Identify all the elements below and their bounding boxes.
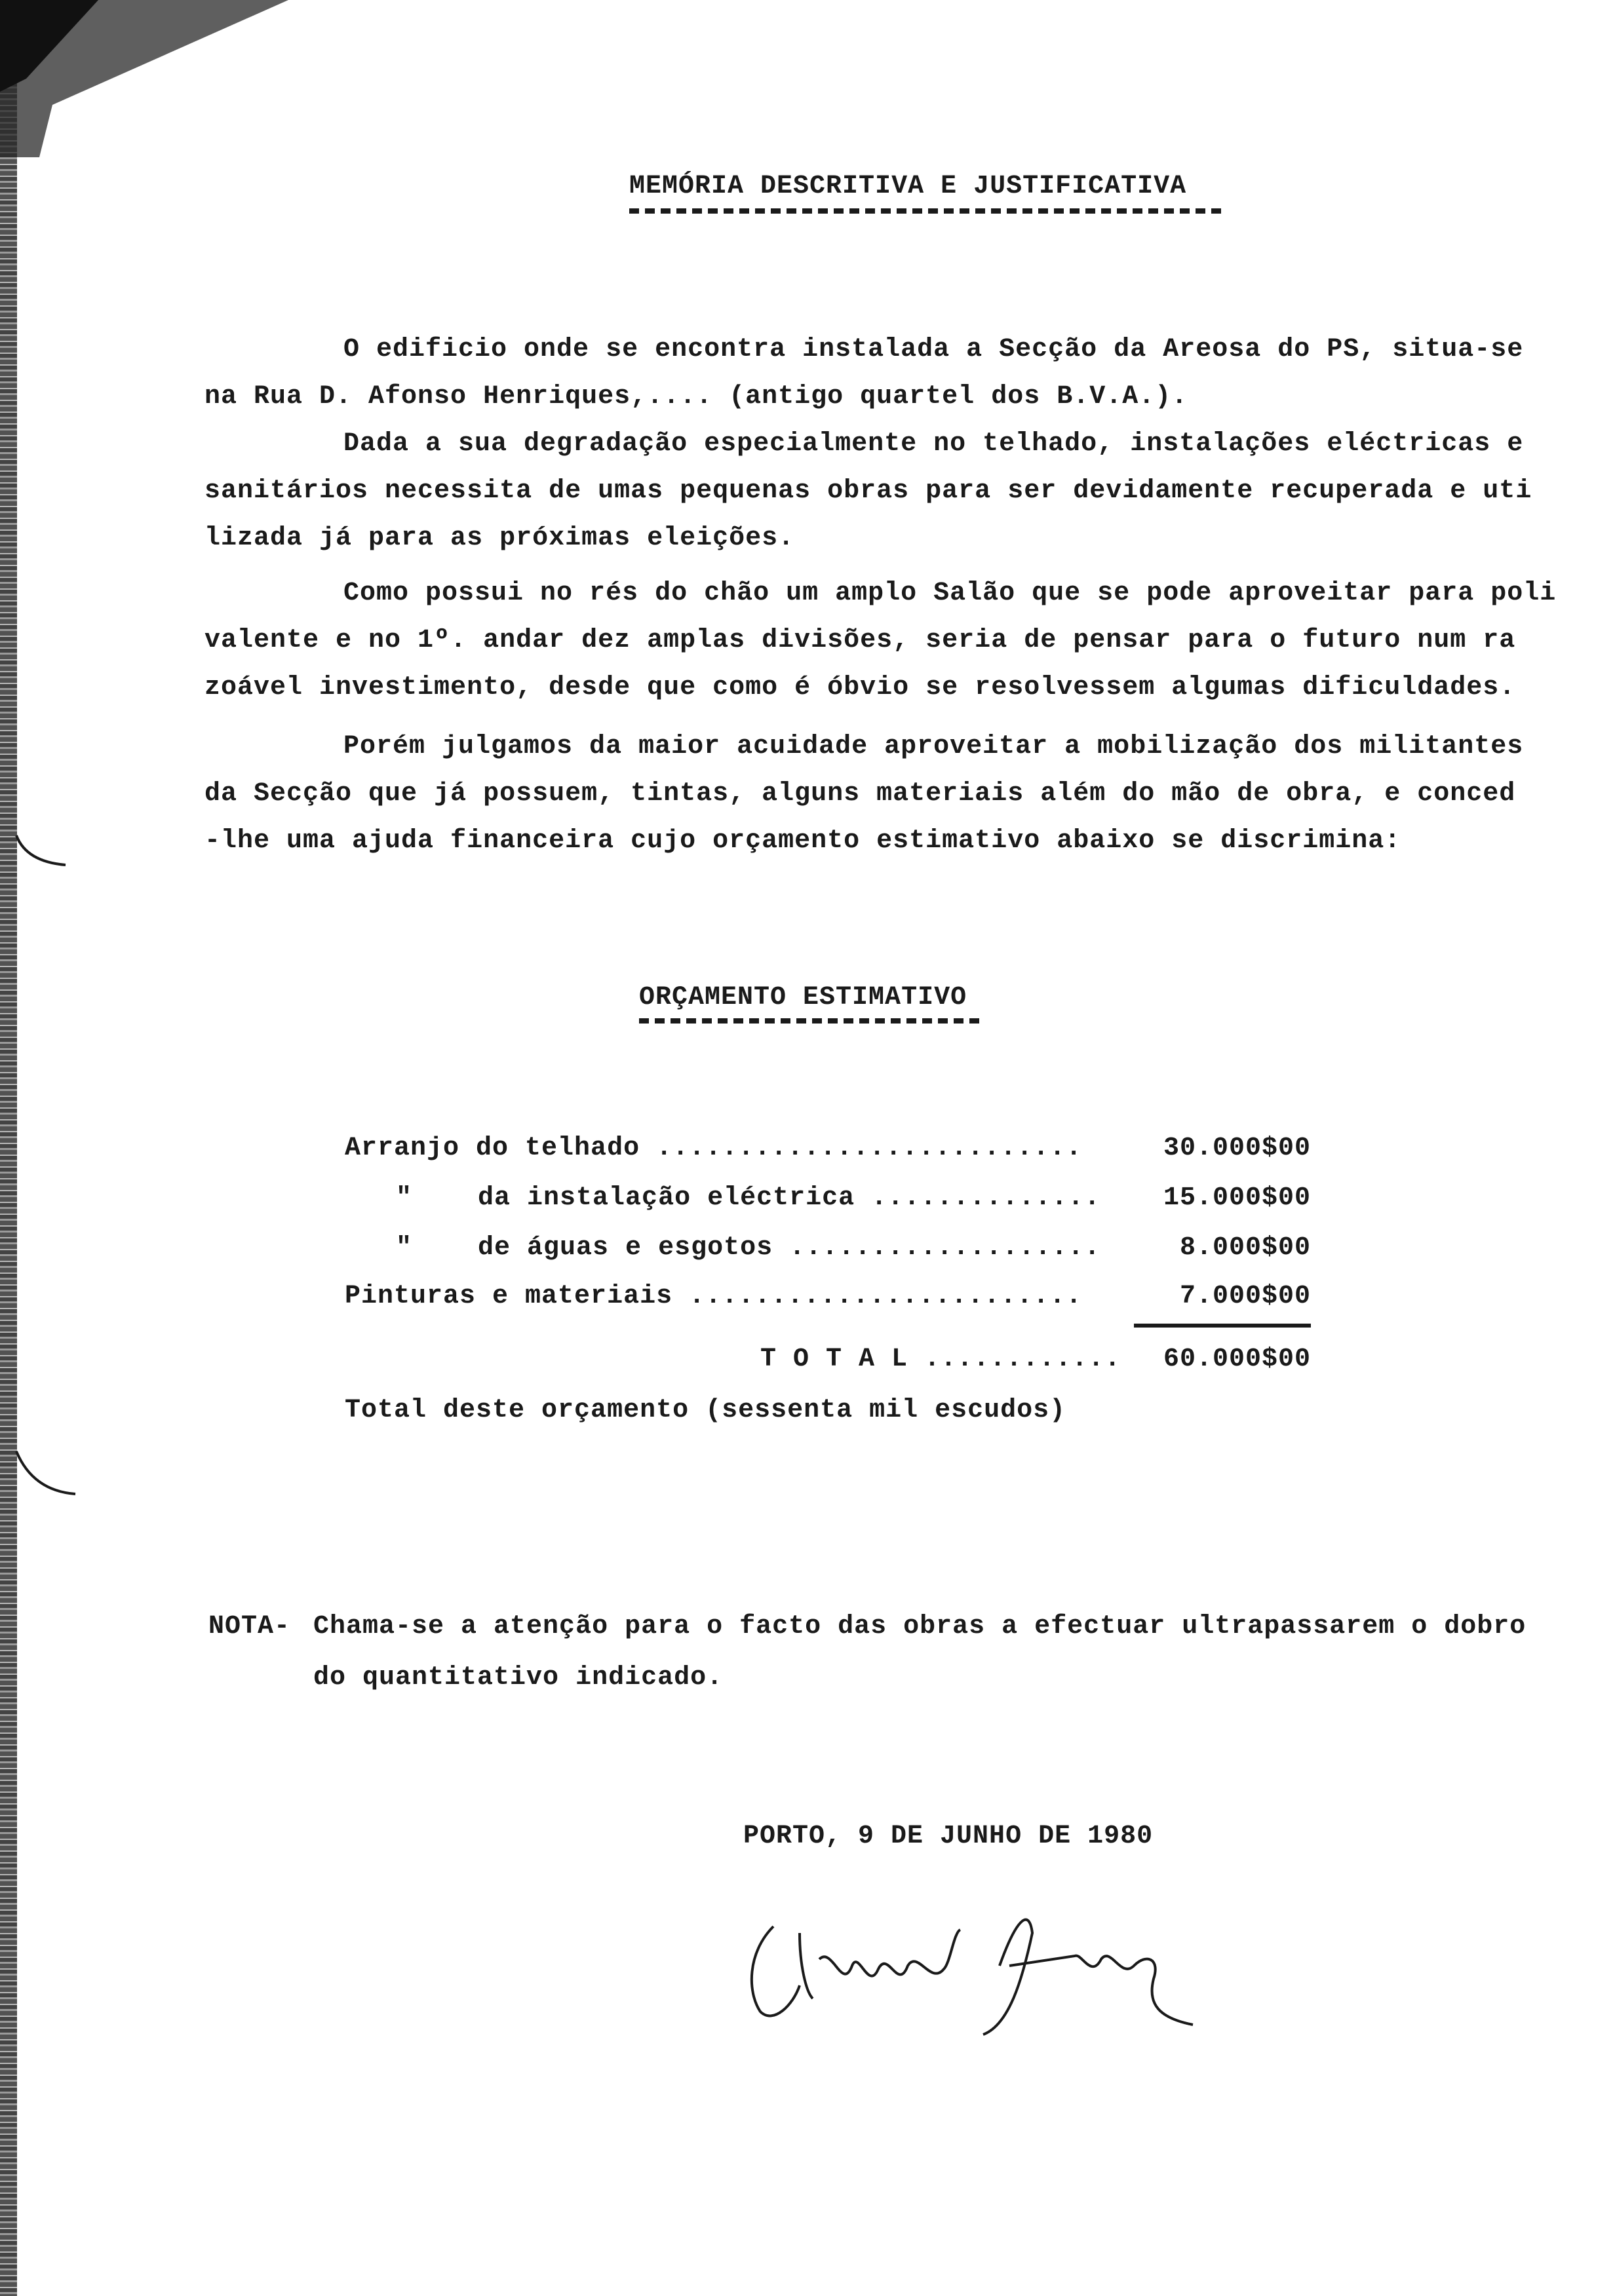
title-underline [629,208,1222,214]
budget-item-label: " da instalação eléctrica .............. [396,1183,1101,1213]
total-rule [1134,1324,1311,1328]
document-title: MEMÓRIA DESCRITIVA E JUSTIFICATIVA [629,172,1187,201]
note-line: do quantitativo indicado. [313,1663,724,1693]
budget-item-label: " de águas e esgotos ................... [396,1233,1101,1263]
paragraph-line: da Secção que já possuem, tintas, alguns materiais além do mão de obra, e conced [204,779,1516,809]
note-line: Chama-se a atenção para o facto das obras a efectuar ultrapassarem o dobro [313,1612,1527,1641]
budget-item-amount: 8.000$00 [1179,1233,1311,1263]
paragraph-3 [204,570,1581,712]
scan-edge-artifact [0,0,17,2296]
budget-item-amount: 15.000$00 [1163,1183,1311,1213]
scan-mark-icon [13,832,72,871]
budget-item-label: Pinturas e materiais ........................ [345,1282,1083,1311]
budget-item-amount: 7.000$00 [1179,1282,1311,1311]
paragraph-2 [204,421,1581,562]
paragraph-line: zoável investimento, desde que como é óbvio se resolvessem algumas dificuldades. [204,673,1516,702]
place-date: PORTO, 9 DE JUNHO DE 1980 [743,1822,1154,1851]
scan-corner-artifact [0,0,288,157]
note-label: NOTA- [208,1612,291,1641]
total-label: T O T A L ............ [760,1345,1121,1374]
budget-title-underline [639,1018,980,1024]
paragraph-line: Como possui no rés do chão um amplo Salão que se pode aproveitar para poli [343,579,1557,608]
handwritten-signature-icon [734,1894,1219,2051]
paragraph-4 [204,723,1581,865]
budget-item-amount: 30.000$00 [1163,1134,1311,1163]
paragraph-line: valente e no 1º. andar dez amplas divisões, seria de pensar para o futuro num ra [204,626,1516,655]
paragraph-line: Dada a sua degradação especialmente no telhado, instalações eléctricas e [343,429,1524,459]
paragraph-1 [204,326,1581,421]
paragraph-line: Porém julgamos da maior acuidade aproveitar a mobilização dos militantes [343,732,1524,761]
total-amount: 60.000$00 [1163,1345,1311,1374]
scan-mark-icon [13,1448,79,1501]
paragraph-line: na Rua D. Afonso Henriques,.... (antigo quartel dos B.V.A.). [204,382,1188,411]
paragraph-line: -lhe uma ajuda financeira cujo orçamento estimativo abaixo se discrimina: [204,826,1401,856]
total-in-words: Total deste orçamento (sessenta mil escudos) [345,1396,1066,1425]
paragraph-line: sanitários necessita de umas pequenas obras para ser devidamente recuperada e uti [204,476,1532,506]
budget-item-label: Arranjo do telhado .......................... [345,1134,1083,1163]
paragraph-line: O edificio onde se encontra instalada a Secção da Areosa do PS, situa-se [343,335,1524,364]
budget-title: ORÇAMENTO ESTIMATIVO [639,983,967,1012]
paragraph-line: lizada já para as próximas eleições. [204,524,795,553]
